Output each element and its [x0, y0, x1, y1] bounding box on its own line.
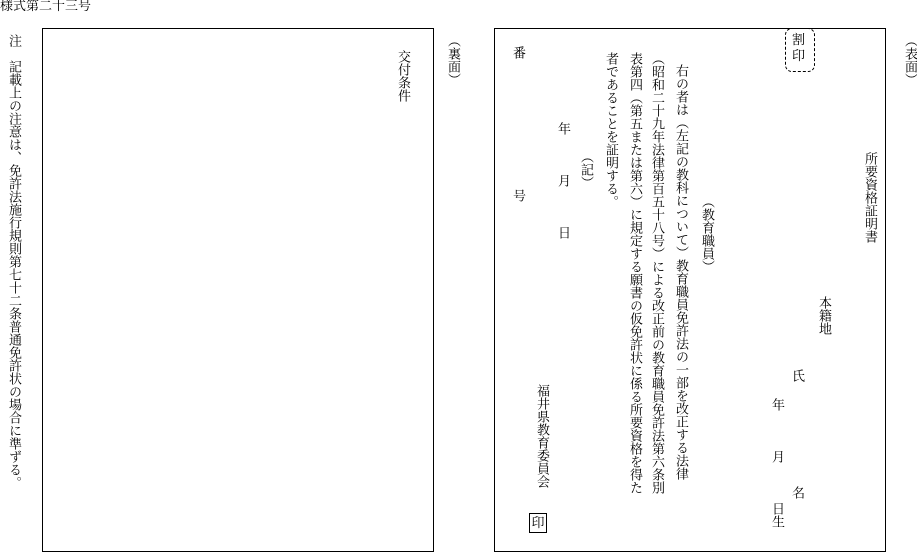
official-seal-char: 印: [531, 515, 545, 531]
certification-line-4: 者であることを証明する。: [603, 52, 618, 208]
official-seal: [529, 513, 547, 533]
issuance-conditions-label: 交付条件: [395, 50, 410, 102]
certification-line-1: 右の者は（左記の教科について）教育職員免許法の一部を改正する法律: [673, 64, 688, 480]
certificate-number-label: 番 号: [510, 46, 525, 202]
back-side-label: （裏面）: [445, 34, 460, 86]
document-title: 所要資格証明書: [862, 152, 877, 243]
front-side-label: （表面）: [902, 34, 917, 86]
name-label: 氏 名: [789, 369, 804, 499]
notes: 注 記載上の注意は、免許法施行規則第七十二条普通免許状の場合に準ずる。: [6, 34, 21, 489]
teacher-type: （教育職員）: [699, 195, 714, 273]
issue-date-label: 年 月 日: [555, 122, 570, 239]
certification-line-2: （昭和二十九年法律第百五十八号）による改正前の教育職員免許法第六条別: [649, 52, 664, 494]
front-panel: [494, 28, 886, 552]
issuer-name: 福井県教育委員会: [534, 384, 549, 488]
back-panel: [42, 28, 434, 552]
birth-date-label: 年 月 日生: [769, 398, 784, 528]
form-number: 様式第二十三号: [0, 0, 92, 14]
domicile-label: 本籍地: [816, 296, 831, 335]
split-seal-char-2: 印: [792, 49, 806, 64]
split-seal-char-1: 割: [792, 33, 806, 48]
certification-line-3: 表第四（第五または第六）に規定する願書の仮免許状に係る所要資格を得た: [627, 52, 642, 494]
subjects-label: （記）: [578, 150, 593, 189]
